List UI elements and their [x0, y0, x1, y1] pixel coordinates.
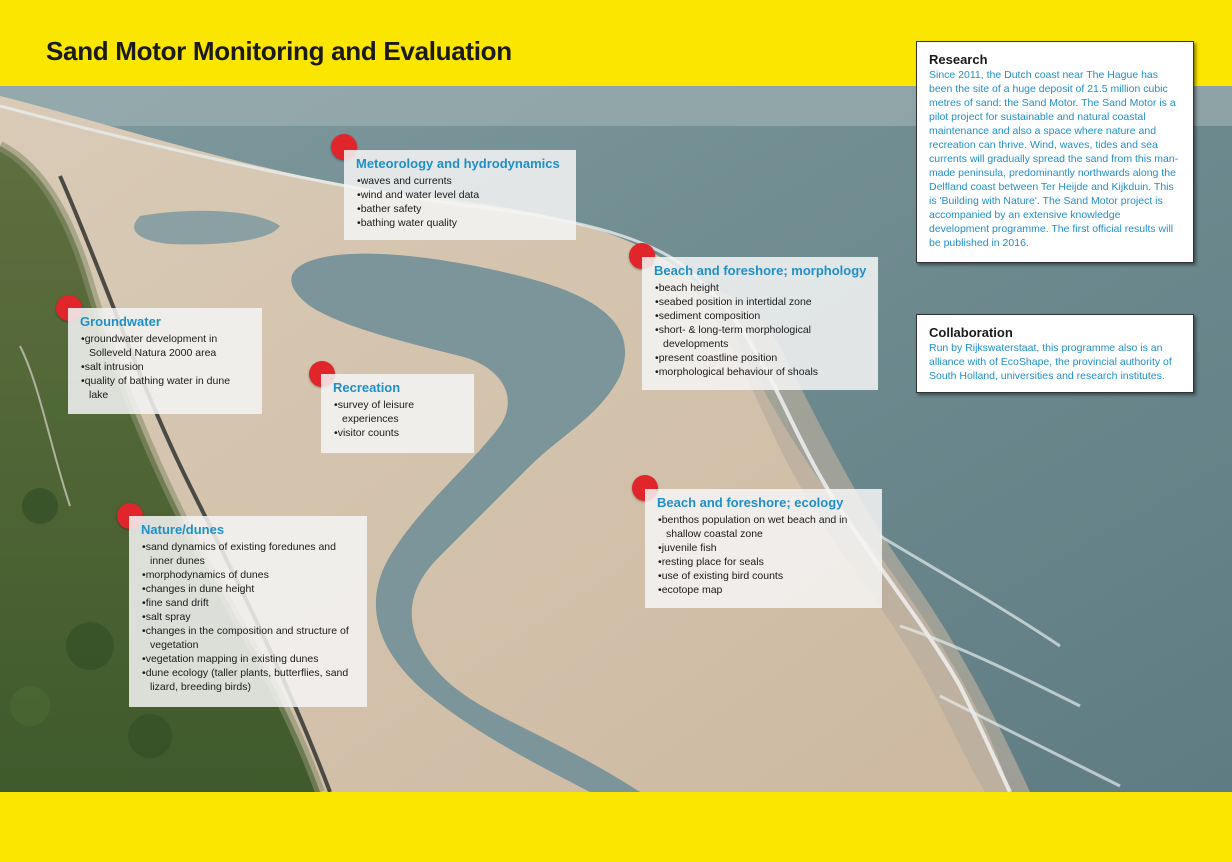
- list-item: • changes in dune height: [141, 582, 357, 596]
- card-title: Beach and foreshore; ecology: [657, 495, 844, 510]
- card-groundwater: [68, 308, 262, 414]
- list-item: • benthos population on wet beach and in shallow coastal zone: [657, 513, 872, 541]
- card-title: Groundwater: [80, 314, 161, 329]
- research-heading: Research: [929, 52, 988, 67]
- list-item: • groundwater development in Solleveld Natura 2000 area: [80, 332, 252, 360]
- list-item: • visitor counts: [333, 426, 464, 440]
- list-item: • sediment composition: [654, 309, 868, 323]
- list-item: • short- & long-term morphological developments: [654, 323, 868, 351]
- card-title: Meteorology and hydrodynamics: [356, 156, 560, 171]
- list-item: • waves and currents: [356, 174, 566, 188]
- list-item: • seabed position in intertidal zone: [654, 295, 868, 309]
- list-item: • ecotope map: [657, 583, 872, 597]
- collaboration-body: Run by Rijkswaterstaat, this programme also is an alliance with of EcoShape, the provincial authority of South Holland, universities and research institutes.: [929, 342, 1172, 382]
- list-item: • dune ecology (taller plants, butterflies, sand lizard, breeding birds): [141, 666, 357, 694]
- card-meteorology: [344, 150, 576, 240]
- page-title: Sand Motor Monitoring and Evaluation: [46, 36, 512, 66]
- research-box: [916, 41, 1194, 263]
- list-item: • juvenile fish: [657, 541, 872, 555]
- research-body: Since 2011, the Dutch coast near The Hague has been the site of a huge deposit of 21.5 million cubic metres of sand: the Sand Motor. The Sand Motor is a pilot project for sustainable and natural coastal maintenance and also a space where nature and recreation can thrive. Wind, waves, tides and sea currents will gradually spread the sand from this man-made peninsula, predominantly northwards along the Delfland coast between Ter Heijde and Kijkduin. This is 'Building with Nature'. The Sand Motor project is accompanied by an extensive knowledge development programme. The first official results will be published in 2016.: [929, 69, 1179, 249]
- list-item: • quality of bathing water in dune lake: [80, 374, 252, 402]
- list-item: • resting place for seals: [657, 555, 872, 569]
- card-title: Nature/dunes: [141, 522, 225, 537]
- list-item: • sand dynamics of existing foredunes and inner dunes: [141, 540, 357, 568]
- list-item: • bathing water quality: [356, 216, 566, 230]
- collaboration-heading: Collaboration: [929, 325, 1013, 340]
- list-item: • morphological behaviour of shoals: [654, 365, 868, 379]
- list-item: • vegetation mapping in existing dunes: [141, 652, 357, 666]
- card-title: Recreation: [333, 380, 401, 395]
- list-item: • wind and water level data: [356, 188, 566, 202]
- card-title: Beach and foreshore; morphology: [654, 263, 867, 278]
- list-item: • fine sand drift: [141, 596, 357, 610]
- collaboration-box: [916, 314, 1194, 393]
- list-item: • use of existing bird counts: [657, 569, 872, 583]
- list-item: • salt intrusion: [80, 360, 252, 374]
- list-item: • changes in the composition and structure of vegetation: [141, 624, 357, 652]
- list-item: • present coastline position: [654, 351, 868, 365]
- list-item: • beach height: [654, 281, 868, 295]
- list-item: • survey of leisure experiences: [333, 398, 464, 426]
- card-recreation: [321, 374, 474, 453]
- list-item: • morphodynamics of dunes: [141, 568, 357, 582]
- card-nature: [129, 516, 367, 707]
- card-ecology: [645, 489, 882, 608]
- list-item: • bather safety: [356, 202, 566, 216]
- list-item: • salt spray: [141, 610, 357, 624]
- card-morphology: [642, 257, 878, 390]
